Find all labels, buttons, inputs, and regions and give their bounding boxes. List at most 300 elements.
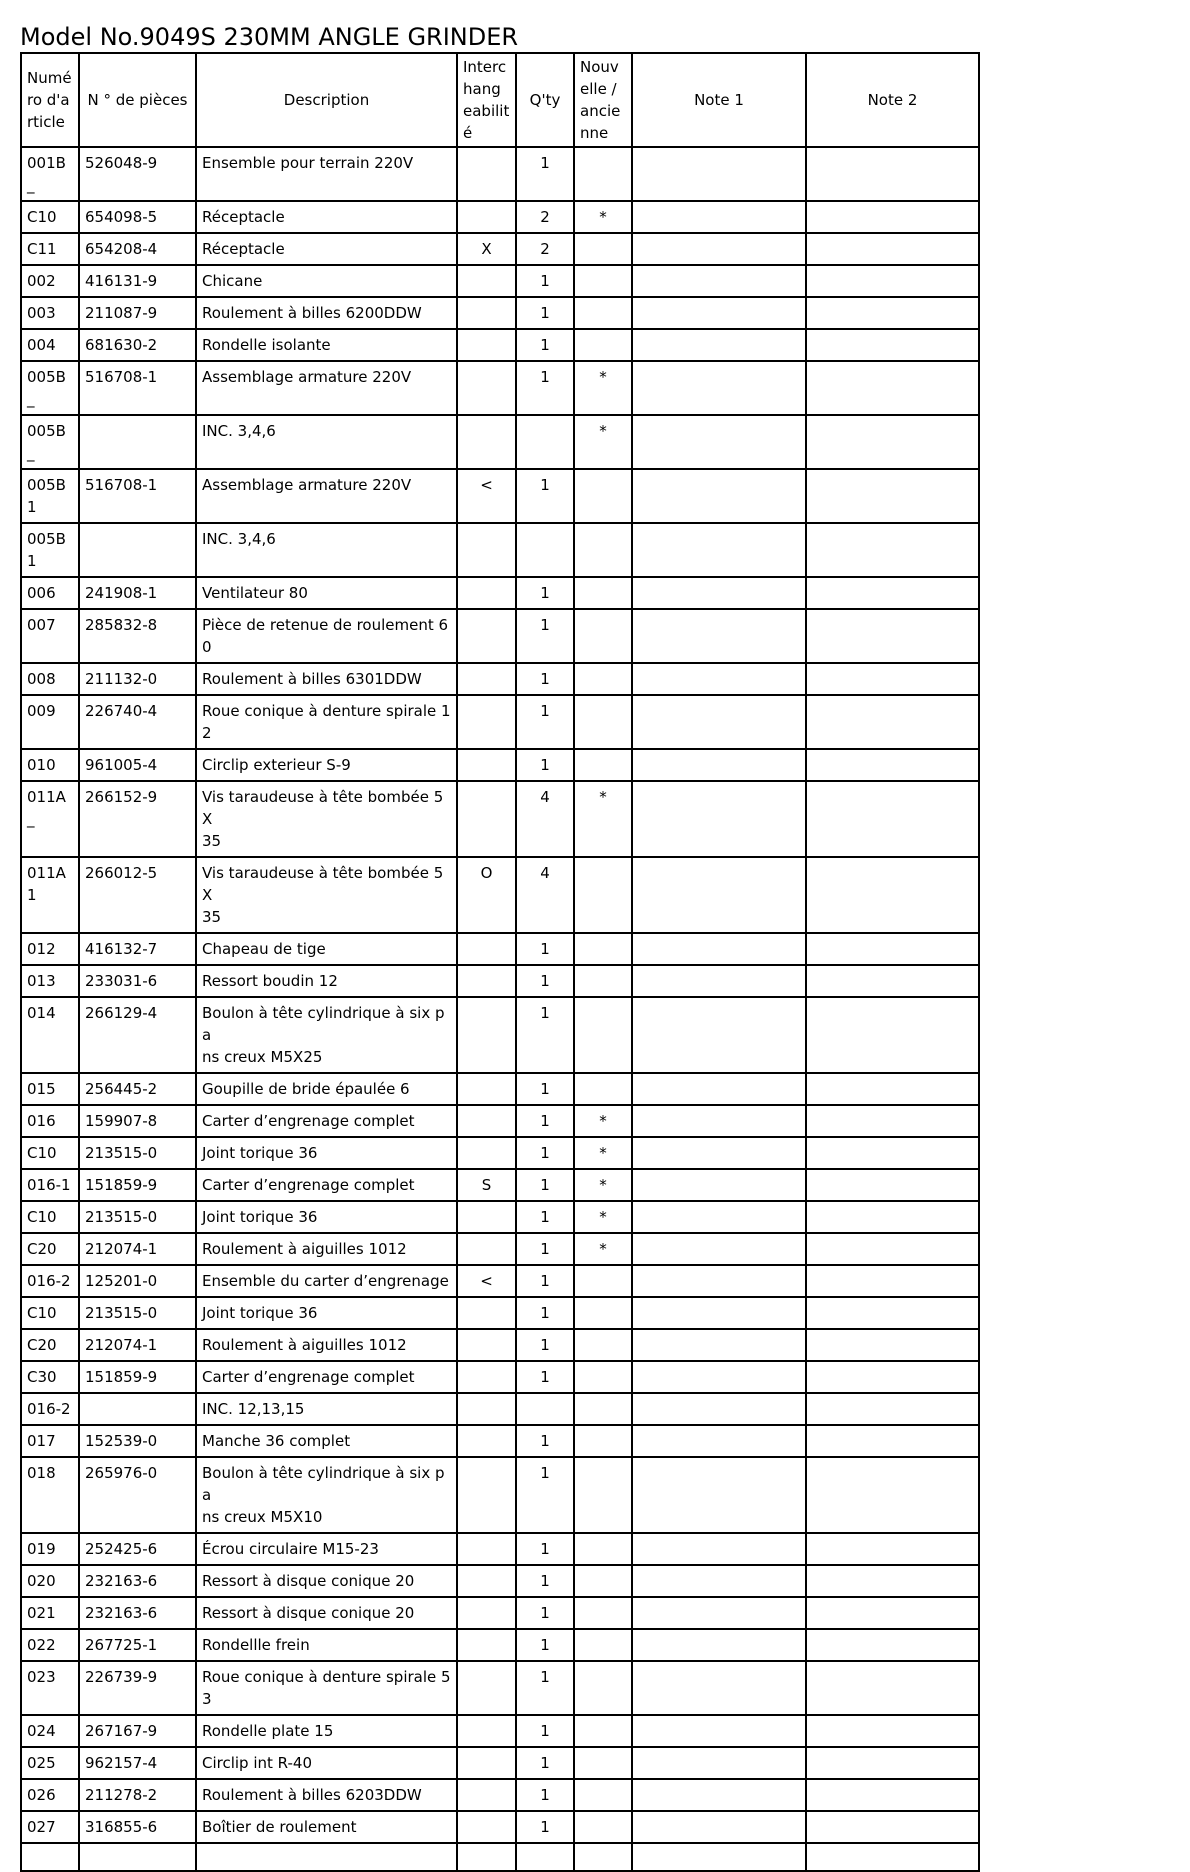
cell-note-1 <box>632 1779 806 1811</box>
cell-interchangeability <box>457 1747 516 1779</box>
cell-interchangeability <box>457 1629 516 1661</box>
cell-interchangeability <box>457 147 516 201</box>
cell-part-no: 654098-5 <box>79 201 196 233</box>
cell-new-old <box>574 609 632 663</box>
cell-note-2 <box>806 1169 979 1201</box>
cell-interchangeability <box>457 1715 516 1747</box>
cell-note-1 <box>632 1073 806 1105</box>
cell-description: Circlip int R-40 <box>196 1747 457 1779</box>
cell-part-no: 962157-4 <box>79 1747 196 1779</box>
cell-item-no: 027 <box>21 1811 79 1843</box>
cell-note-1 <box>632 523 806 577</box>
cell-new-old <box>574 329 632 361</box>
cell-description: INC. 3,4,6 <box>196 523 457 577</box>
cell-new-old <box>574 663 632 695</box>
table-row <box>21 1629 979 1661</box>
cell-new-old <box>574 1265 632 1297</box>
cell-interchangeability <box>457 781 516 857</box>
cell-interchangeability <box>457 1137 516 1169</box>
cell-interchangeability <box>457 1779 516 1811</box>
cell-note-1 <box>632 933 806 965</box>
cell-part-no: 267725-1 <box>79 1629 196 1661</box>
cell-item-no: 008 <box>21 663 79 695</box>
cell-new-old <box>574 1297 632 1329</box>
cell-note-2 <box>806 1329 979 1361</box>
cell-qty: 1 <box>516 1629 574 1661</box>
cell-interchangeability <box>457 1393 516 1425</box>
cell-qty: 4 <box>516 781 574 857</box>
cell-item-no: 023 <box>21 1661 79 1715</box>
cell-description: Manche 36 complet <box>196 1425 457 1457</box>
cell-description: Joint torique 36 <box>196 1201 457 1233</box>
cell-interchangeability <box>457 965 516 997</box>
cell-qty: 1 <box>516 265 574 297</box>
cell-new-old <box>574 1425 632 1457</box>
header-new-old: Nouv elle / ancie nne <box>574 53 632 147</box>
cell-interchangeability <box>457 663 516 695</box>
cell-item-no: 026 <box>21 1779 79 1811</box>
table-row <box>21 1393 979 1425</box>
parts-table <box>20 52 980 1872</box>
cell-interchangeability: X <box>457 233 516 265</box>
cell-part-no: 226740-4 <box>79 695 196 749</box>
cell-note-1 <box>632 1233 806 1265</box>
cell-note-1 <box>632 1105 806 1137</box>
cell-qty: 1 <box>516 1233 574 1265</box>
cell-note-1 <box>632 1169 806 1201</box>
header-qty: Q'ty <box>516 53 574 147</box>
cell-item-no: 004 <box>21 329 79 361</box>
cell-note-1 <box>632 749 806 781</box>
table-row <box>21 415 979 469</box>
cell-note-2 <box>806 857 979 933</box>
cell-new-old <box>574 523 632 577</box>
cell-description: Carter d’engrenage complet <box>196 1105 457 1137</box>
cell-note-2 <box>806 965 979 997</box>
cell-interchangeability <box>457 577 516 609</box>
cell-new-old <box>574 749 632 781</box>
cell-description: Ensemble pour terrain 220V <box>196 147 457 201</box>
cell-item-no: 007 <box>21 609 79 663</box>
cell-item-no: 011A1 <box>21 857 79 933</box>
cell-item-no: C11 <box>21 233 79 265</box>
table-row <box>21 749 979 781</box>
cell-note-1 <box>632 147 806 201</box>
cell-note-2 <box>806 233 979 265</box>
cell-part-no: 266012-5 <box>79 857 196 933</box>
cell-item-no: 015 <box>21 1073 79 1105</box>
cell-note-1 <box>632 1597 806 1629</box>
cell-note-1 <box>632 297 806 329</box>
cell-note-1 <box>632 609 806 663</box>
cell-item-no: 020 <box>21 1565 79 1597</box>
cell-part-no: 152539-0 <box>79 1425 196 1457</box>
cell-interchangeability <box>457 997 516 1073</box>
table-row <box>21 1329 979 1361</box>
cell-note-1 <box>632 1747 806 1779</box>
cell-new-old <box>574 1073 632 1105</box>
empty-cell <box>457 1843 516 1871</box>
table-row <box>21 1457 979 1533</box>
cell-note-2 <box>806 1361 979 1393</box>
table-row <box>21 1425 979 1457</box>
cell-item-no: 006 <box>21 577 79 609</box>
cell-interchangeability <box>457 1661 516 1715</box>
table-row <box>21 233 979 265</box>
cell-interchangeability <box>457 1533 516 1565</box>
empty-cell <box>806 1843 979 1871</box>
cell-note-2 <box>806 1393 979 1425</box>
table-row <box>21 577 979 609</box>
cell-part-no: 256445-2 <box>79 1073 196 1105</box>
cell-new-old: * <box>574 1201 632 1233</box>
table-row <box>21 609 979 663</box>
cell-description: Vis taraudeuse à tête bombée 5X 35 <box>196 857 457 933</box>
cell-part-no: 416131-9 <box>79 265 196 297</box>
cell-item-no: 018 <box>21 1457 79 1533</box>
cell-note-1 <box>632 857 806 933</box>
cell-qty: 1 <box>516 1169 574 1201</box>
cell-description: Vis taraudeuse à tête bombée 5X 35 <box>196 781 457 857</box>
cell-note-1 <box>632 469 806 523</box>
cell-item-no: 016-2 <box>21 1265 79 1297</box>
cell-qty: 1 <box>516 1265 574 1297</box>
cell-item-no: C20 <box>21 1329 79 1361</box>
cell-note-2 <box>806 1105 979 1137</box>
cell-new-old <box>574 233 632 265</box>
table-row <box>21 695 979 749</box>
cell-qty: 1 <box>516 965 574 997</box>
cell-new-old <box>574 1715 632 1747</box>
cell-description: Roulement à billes 6200DDW <box>196 297 457 329</box>
cell-new-old <box>574 965 632 997</box>
cell-note-2 <box>806 933 979 965</box>
cell-note-2 <box>806 415 979 469</box>
cell-qty: 1 <box>516 1533 574 1565</box>
cell-description: Ressort boudin 12 <box>196 965 457 997</box>
cell-note-1 <box>632 1457 806 1533</box>
table-row <box>21 265 979 297</box>
table-row <box>21 1597 979 1629</box>
cell-interchangeability <box>457 1297 516 1329</box>
cell-note-2 <box>806 997 979 1073</box>
cell-note-2 <box>806 781 979 857</box>
cell-item-no: 005B_ <box>21 361 79 415</box>
cell-part-no: 316855-6 <box>79 1811 196 1843</box>
cell-part-no <box>79 415 196 469</box>
cell-interchangeability <box>457 695 516 749</box>
cell-new-old <box>574 147 632 201</box>
cell-new-old <box>574 1661 632 1715</box>
table-row <box>21 1137 979 1169</box>
table-row <box>21 1169 979 1201</box>
cell-qty: 1 <box>516 1073 574 1105</box>
cell-description: INC. 12,13,15 <box>196 1393 457 1425</box>
cell-part-no: 681630-2 <box>79 329 196 361</box>
table-row <box>21 329 979 361</box>
cell-new-old: * <box>574 201 632 233</box>
cell-qty: 1 <box>516 1105 574 1137</box>
cell-note-2 <box>806 297 979 329</box>
cell-note-1 <box>632 1811 806 1843</box>
cell-item-no: 017 <box>21 1425 79 1457</box>
cell-note-1 <box>632 577 806 609</box>
cell-interchangeability <box>457 361 516 415</box>
cell-item-no: 019 <box>21 1533 79 1565</box>
cell-qty: 1 <box>516 1779 574 1811</box>
cell-interchangeability <box>457 1811 516 1843</box>
cell-part-no: 516708-1 <box>79 361 196 415</box>
cell-description: Boulon à tête cylindrique à six pa ns creux M5X10 <box>196 1457 457 1533</box>
cell-note-1 <box>632 233 806 265</box>
cell-description: Roulement à billes 6301DDW <box>196 663 457 695</box>
cell-note-2 <box>806 201 979 233</box>
cell-new-old <box>574 1597 632 1629</box>
cell-note-2 <box>806 577 979 609</box>
table-row <box>21 1233 979 1265</box>
cell-qty: 2 <box>516 201 574 233</box>
cell-qty <box>516 415 574 469</box>
header-part-no: N ° de pièces <box>79 53 196 147</box>
cell-new-old <box>574 265 632 297</box>
table-row <box>21 469 979 523</box>
cell-note-1 <box>632 1393 806 1425</box>
cell-qty: 1 <box>516 1811 574 1843</box>
cell-description: Goupille de bride épaulée 6 <box>196 1073 457 1105</box>
cell-interchangeability <box>457 329 516 361</box>
cell-part-no: 211132-0 <box>79 663 196 695</box>
cell-interchangeability <box>457 609 516 663</box>
cell-note-2 <box>806 265 979 297</box>
cell-note-1 <box>632 1201 806 1233</box>
cell-new-old <box>574 469 632 523</box>
cell-part-no: 961005-4 <box>79 749 196 781</box>
cell-new-old <box>574 1533 632 1565</box>
cell-part-no: 125201-0 <box>79 1265 196 1297</box>
cell-part-no: 285832-8 <box>79 609 196 663</box>
cell-qty: 1 <box>516 695 574 749</box>
cell-new-old: * <box>574 361 632 415</box>
cell-interchangeability <box>457 415 516 469</box>
table-row <box>21 1661 979 1715</box>
cell-description: Chapeau de tige <box>196 933 457 965</box>
cell-qty: 1 <box>516 1715 574 1747</box>
cell-note-1 <box>632 1565 806 1597</box>
cell-new-old <box>574 1565 632 1597</box>
cell-item-no: 005B1 <box>21 469 79 523</box>
cell-interchangeability <box>457 1329 516 1361</box>
header-description: Description <box>196 53 457 147</box>
cell-description: Joint torique 36 <box>196 1297 457 1329</box>
cell-item-no: 022 <box>21 1629 79 1661</box>
cell-qty <box>516 1393 574 1425</box>
table-row <box>21 523 979 577</box>
cell-item-no: 009 <box>21 695 79 749</box>
cell-interchangeability: < <box>457 1265 516 1297</box>
table-row <box>21 201 979 233</box>
cell-part-no: 211278-2 <box>79 1779 196 1811</box>
cell-note-2 <box>806 1715 979 1747</box>
cell-item-no: 016-1 <box>21 1169 79 1201</box>
cell-qty: 1 <box>516 749 574 781</box>
cell-note-2 <box>806 523 979 577</box>
cell-description: Roulement à billes 6203DDW <box>196 1779 457 1811</box>
cell-new-old: * <box>574 781 632 857</box>
cell-description: Rondelle isolante <box>196 329 457 361</box>
cell-description: Réceptacle <box>196 201 457 233</box>
table-row <box>21 857 979 933</box>
cell-new-old: * <box>574 1233 632 1265</box>
cell-note-1 <box>632 1629 806 1661</box>
cell-item-no: 011A_ <box>21 781 79 857</box>
cell-part-no: 526048-9 <box>79 147 196 201</box>
table-header <box>21 53 979 147</box>
cell-qty: 1 <box>516 1201 574 1233</box>
cell-description: Roulement à aiguilles 1012 <box>196 1233 457 1265</box>
cell-description: Ensemble du carter d’engrenage <box>196 1265 457 1297</box>
cell-part-no: 265976-0 <box>79 1457 196 1533</box>
cell-new-old <box>574 577 632 609</box>
cell-note-2 <box>806 663 979 695</box>
cell-qty: 1 <box>516 1425 574 1457</box>
cell-description: Chicane <box>196 265 457 297</box>
cell-part-no: 416132-7 <box>79 933 196 965</box>
table-row <box>21 1265 979 1297</box>
cell-note-1 <box>632 1715 806 1747</box>
cell-description: Roue conique à denture spirale 5 3 <box>196 1661 457 1715</box>
cell-new-old <box>574 857 632 933</box>
cell-note-2 <box>806 1597 979 1629</box>
table-row <box>21 1361 979 1393</box>
cell-new-old: * <box>574 1169 632 1201</box>
table-row <box>21 1201 979 1233</box>
cell-item-no: C10 <box>21 201 79 233</box>
cell-note-1 <box>632 201 806 233</box>
cell-part-no: 212074-1 <box>79 1233 196 1265</box>
cell-description: Pièce de retenue de roulement 6 0 <box>196 609 457 663</box>
cell-description: Roulement à aiguilles 1012 <box>196 1329 457 1361</box>
cell-note-1 <box>632 1533 806 1565</box>
cell-interchangeability <box>457 933 516 965</box>
table-row <box>21 1297 979 1329</box>
cell-interchangeability <box>457 1201 516 1233</box>
cell-interchangeability <box>457 523 516 577</box>
cell-description: Assemblage armature 220V <box>196 361 457 415</box>
cell-description: Ressort à disque conique 20 <box>196 1597 457 1629</box>
header-note-1: Note 1 <box>632 53 806 147</box>
cell-new-old: * <box>574 1105 632 1137</box>
cell-part-no: 226739-9 <box>79 1661 196 1715</box>
cell-new-old <box>574 1811 632 1843</box>
cell-qty: 1 <box>516 609 574 663</box>
cell-interchangeability: O <box>457 857 516 933</box>
cell-description: Boîtier de roulement <box>196 1811 457 1843</box>
cell-note-2 <box>806 1297 979 1329</box>
header-item-no: Numé ro d'a rticle <box>21 53 79 147</box>
table-row <box>21 781 979 857</box>
cell-part-no <box>79 523 196 577</box>
cell-part-no: 213515-0 <box>79 1137 196 1169</box>
table-row <box>21 1533 979 1565</box>
cell-interchangeability <box>457 1425 516 1457</box>
cell-new-old <box>574 1747 632 1779</box>
cell-part-no: 213515-0 <box>79 1201 196 1233</box>
cell-note-1 <box>632 997 806 1073</box>
table-row <box>21 1073 979 1105</box>
table-body <box>21 147 979 1871</box>
cell-note-2 <box>806 1629 979 1661</box>
cell-description: Ventilateur 80 <box>196 577 457 609</box>
cell-item-no: 025 <box>21 1747 79 1779</box>
cell-new-old <box>574 1629 632 1661</box>
cell-qty: 4 <box>516 857 574 933</box>
cell-part-no <box>79 1393 196 1425</box>
cell-new-old <box>574 1457 632 1533</box>
cell-note-1 <box>632 965 806 997</box>
cell-note-2 <box>806 361 979 415</box>
cell-part-no: 266152-9 <box>79 781 196 857</box>
cell-item-no: 005B_ <box>21 415 79 469</box>
cell-new-old <box>574 1393 632 1425</box>
table-row-empty <box>21 1843 979 1871</box>
cell-qty: 1 <box>516 469 574 523</box>
cell-note-1 <box>632 663 806 695</box>
page-title: Model No.9049S 230MM ANGLE GRINDER <box>20 23 519 51</box>
cell-new-old: * <box>574 415 632 469</box>
cell-item-no: 012 <box>21 933 79 965</box>
cell-item-no: 005B1 <box>21 523 79 577</box>
cell-part-no: 212074-1 <box>79 1329 196 1361</box>
cell-item-no: 013 <box>21 965 79 997</box>
cell-part-no: 241908-1 <box>79 577 196 609</box>
table-row <box>21 933 979 965</box>
cell-note-2 <box>806 1233 979 1265</box>
cell-description: Roue conique à denture spirale 1 2 <box>196 695 457 749</box>
cell-interchangeability <box>457 297 516 329</box>
cell-interchangeability <box>457 749 516 781</box>
cell-note-2 <box>806 1811 979 1843</box>
cell-interchangeability <box>457 1457 516 1533</box>
cell-interchangeability <box>457 1233 516 1265</box>
cell-note-2 <box>806 147 979 201</box>
cell-description: INC. 3,4,6 <box>196 415 457 469</box>
cell-interchangeability <box>457 1105 516 1137</box>
cell-note-1 <box>632 1265 806 1297</box>
cell-note-2 <box>806 1425 979 1457</box>
cell-description: Assemblage armature 220V <box>196 469 457 523</box>
cell-part-no: 151859-9 <box>79 1361 196 1393</box>
header-note-2: Note 2 <box>806 53 979 147</box>
cell-part-no: 159907-8 <box>79 1105 196 1137</box>
cell-item-no: 001B_ <box>21 147 79 201</box>
cell-qty: 1 <box>516 1597 574 1629</box>
table-row <box>21 1105 979 1137</box>
table-row <box>21 1747 979 1779</box>
cell-note-1 <box>632 695 806 749</box>
empty-cell <box>516 1843 574 1871</box>
cell-interchangeability: S <box>457 1169 516 1201</box>
cell-qty: 1 <box>516 997 574 1073</box>
cell-qty: 1 <box>516 1361 574 1393</box>
table-row <box>21 1565 979 1597</box>
cell-item-no: 024 <box>21 1715 79 1747</box>
cell-part-no: 151859-9 <box>79 1169 196 1201</box>
cell-qty: 2 <box>516 233 574 265</box>
cell-qty: 1 <box>516 1137 574 1169</box>
cell-note-2 <box>806 1565 979 1597</box>
cell-part-no: 233031-6 <box>79 965 196 997</box>
empty-cell <box>632 1843 806 1871</box>
